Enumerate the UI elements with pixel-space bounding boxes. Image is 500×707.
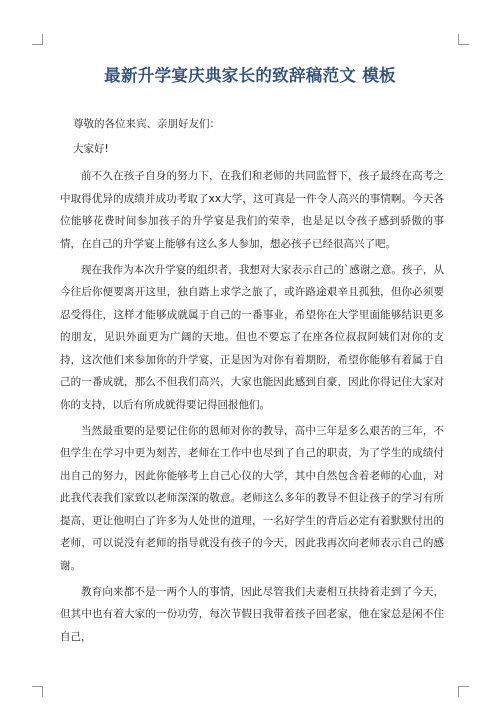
body-paragraph: 现在我作为本次升学宴的组织者，我想对大家表示自己的`感谢之意。孩子，从今往后你便要离开这里，独自踏上求学之旅了，或许路途艰辛且孤独，但你必须要忍受得住，这样才能够成就属于自己的一番事业，希望你在大学里面能够结识更多的朋友，见识外面更为广阔的天地。但也不要忘了在座各位叔叔阿姨们对你的支持，这次他们来参加你的升学宴，正是因为对你有着期盼，希望你能够有着属于自己的一番成就，那么不但我们高兴，大家也能因此感到自豪，因此你得记住大家对你的支持，以后有所成就得要记得回报他们。	[60, 263, 444, 411]
margin-corner-mark	[32, 34, 43, 45]
body-paragraph: 前不久在孩子自身的努力下，在我们和老师的共同监督下，孩子最终在高考之中取得优异的成绩并成功考取了xx大学，这可真是一件令人高兴的事情啊。今天各位能够花费时间参加孩子的升学宴是我们的荣幸，也是足以令孩子感到骄傲的事情，在自己的升学宴上能够有这么多人参加，想必孩子已经很高兴了吧。	[60, 170, 444, 250]
body-paragraph: 教育向来都不是一两个人的事情，因此尽管我们夫妻相互扶持着走到了今天，但其中也有着大家的一份功劳，每次节假日我带着孩子回老家，他在家总是闲不住自己，	[60, 585, 444, 643]
margin-corner-mark	[458, 34, 469, 45]
margin-corner-mark	[458, 686, 469, 697]
margin-corner-mark	[32, 686, 43, 697]
document-body	[60, 112, 444, 648]
body-paragraph: 当然最重要的是要记住你的恩师对你的教导，高中三年是多么艰苦的三年，不但学生在学习中更为刻苦，老师在工作中也尽到了自己的职责，为了学生的成绩付出自己的努力，因此你能够考上自己心仪的大学，其中自然包含着老师的心血，对此我代表我们家致以老师深深的敬意。老师这么多年的教导不但让孩子的学习有所提高，更让他明白了许多为人处世的道理，一名好学生的背后必定有着默默付出的老师，可以说没有老师的指导就没有孩子的今天，因此我再次向老师表示自己的感谢。	[60, 424, 444, 572]
salutation: 尊敬的各位来宾、亲朋好友们：	[73, 118, 220, 130]
greeting: 大家好!	[73, 143, 109, 155]
document-title: 最新升学宴庆典家长的致辞稿范文 模板	[104, 66, 396, 85]
